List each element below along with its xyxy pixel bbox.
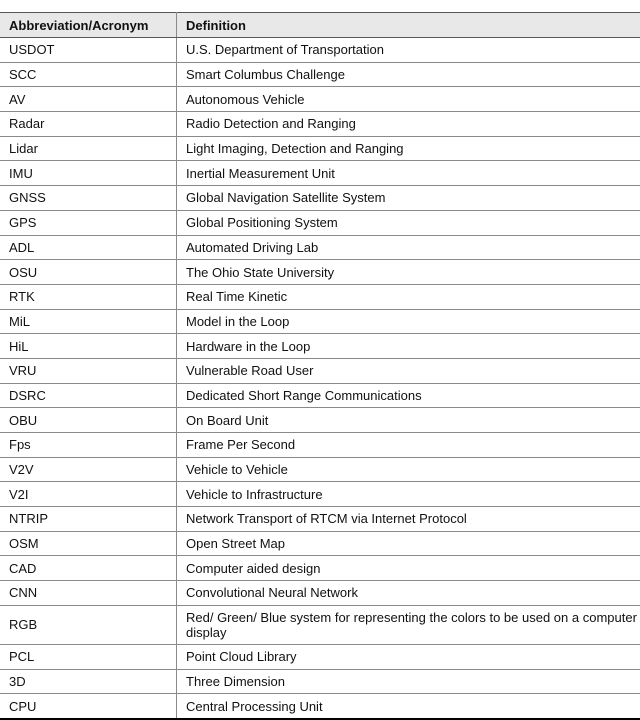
table-row (0, 112, 640, 137)
definition-cell: Automated Driving Lab (177, 235, 640, 260)
abbreviation-cell: OSU (0, 260, 177, 285)
definition-cell: Open Street Map (177, 531, 640, 556)
definition-cell: Frame Per Second (177, 433, 640, 458)
definition-cell: Global Positioning System (177, 210, 640, 235)
definition-cell: On Board Unit (177, 408, 640, 433)
abbreviation-cell: CPU (0, 694, 177, 719)
abbreviation-cell: CAD (0, 556, 177, 581)
table-row (0, 507, 640, 532)
definition-cell: Model in the Loop (177, 309, 640, 334)
abbreviation-cell: RTK (0, 284, 177, 309)
abbreviation-cell: OSM (0, 531, 177, 556)
definition-cell: Radio Detection and Ranging (177, 112, 640, 137)
abbreviation-cell: IMU (0, 161, 177, 186)
abbreviation-cell: V2V (0, 457, 177, 482)
table-row (0, 62, 640, 87)
table-row (0, 87, 640, 112)
abbreviation-cell: MiL (0, 309, 177, 334)
abbreviation-cell: RGB (0, 605, 177, 644)
abbreviation-cell: GNSS (0, 186, 177, 211)
table-row (0, 334, 640, 359)
table-row (0, 161, 640, 186)
definition-cell: Smart Columbus Challenge (177, 62, 640, 87)
definition-cell: Vulnerable Road User (177, 358, 640, 383)
table-row (0, 186, 640, 211)
table-row (0, 284, 640, 309)
definition-cell: Hardware in the Loop (177, 334, 640, 359)
definition-cell: Red/ Green/ Blue system for representing the colors to be used on a computer display (177, 605, 640, 644)
definition-cell: Light Imaging, Detection and Ranging (177, 136, 640, 161)
abbreviation-cell: ADL (0, 235, 177, 260)
abbreviation-cell: VRU (0, 358, 177, 383)
definition-cell: The Ohio State University (177, 260, 640, 285)
definition-cell: Autonomous Vehicle (177, 87, 640, 112)
definition-cell: Dedicated Short Range Communications (177, 383, 640, 408)
abbreviation-cell: GPS (0, 210, 177, 235)
abbreviation-cell: NTRIP (0, 507, 177, 532)
table-row (0, 358, 640, 383)
table-row (0, 482, 640, 507)
table-row (0, 408, 640, 433)
table-row (0, 644, 640, 669)
table-row (0, 235, 640, 260)
definition-cell: Vehicle to Infrastructure (177, 482, 640, 507)
definition-cell: U.S. Department of Transportation (177, 38, 640, 63)
table-row (0, 556, 640, 581)
table-row (0, 694, 640, 719)
definition-cell: Network Transport of RTCM via Internet Protocol (177, 507, 640, 532)
table-row (0, 383, 640, 408)
table-row (0, 605, 640, 644)
abbreviations-table (0, 12, 640, 720)
abbreviation-cell: Fps (0, 433, 177, 458)
table-row (0, 210, 640, 235)
table-row (0, 531, 640, 556)
definition-cell: Real Time Kinetic (177, 284, 640, 309)
abbreviation-cell: OBU (0, 408, 177, 433)
table-row (0, 136, 640, 161)
abbreviation-cell: AV (0, 87, 177, 112)
definition-cell: Central Processing Unit (177, 694, 640, 719)
header-definition: Definition (177, 13, 640, 38)
definition-cell: Convolutional Neural Network (177, 581, 640, 606)
table-row (0, 581, 640, 606)
table-row (0, 38, 640, 63)
abbreviation-cell: HiL (0, 334, 177, 359)
abbreviation-cell: DSRC (0, 383, 177, 408)
abbreviation-cell: Lidar (0, 136, 177, 161)
definition-cell: Global Navigation Satellite System (177, 186, 640, 211)
table-row (0, 457, 640, 482)
definition-cell: Three Dimension (177, 669, 640, 694)
definition-cell: Point Cloud Library (177, 644, 640, 669)
abbreviation-cell: SCC (0, 62, 177, 87)
table-row (0, 309, 640, 334)
table-row (0, 669, 640, 694)
definition-cell: Inertial Measurement Unit (177, 161, 640, 186)
abbreviation-cell: 3D (0, 669, 177, 694)
header-abbreviation: Abbreviation/Acronym (0, 13, 177, 38)
definition-cell: Vehicle to Vehicle (177, 457, 640, 482)
definition-cell: Computer aided design (177, 556, 640, 581)
abbreviation-cell: PCL (0, 644, 177, 669)
table-row (0, 433, 640, 458)
abbreviation-cell: Radar (0, 112, 177, 137)
abbreviation-cell: USDOT (0, 38, 177, 63)
abbreviation-cell: CNN (0, 581, 177, 606)
table-row (0, 260, 640, 285)
table-header-row (0, 13, 640, 38)
abbreviation-cell: V2I (0, 482, 177, 507)
